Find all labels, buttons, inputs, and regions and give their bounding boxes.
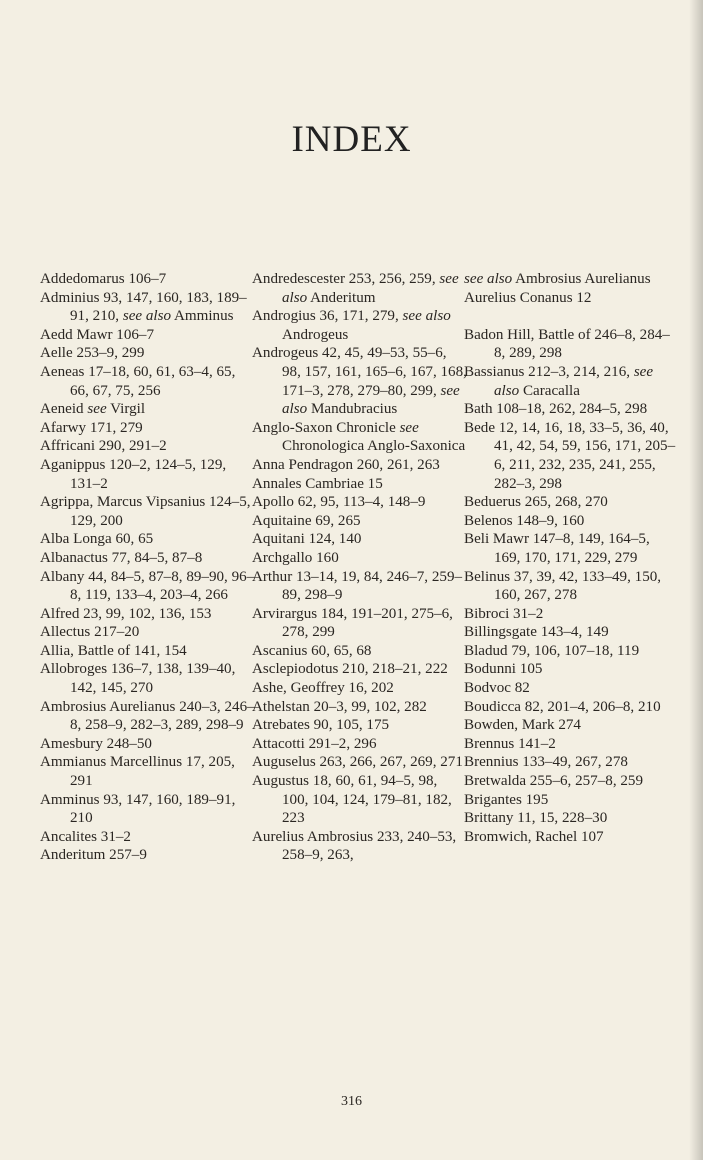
entry-text: Ammianus Marcellinus 17, 205, 291 (40, 754, 235, 790)
entry-text: Androgeus (282, 326, 349, 343)
entry-text: Afarwy 171, 279 (40, 419, 143, 436)
entry-text: Aedd Mawr 106–7 (40, 326, 155, 343)
index-entry (464, 493, 679, 512)
index-entry (252, 307, 467, 344)
entry-text: Aelle 253–9, 299 (40, 345, 145, 362)
entry-text: Ambrosius Aurelianus (512, 271, 651, 287)
index-entry (464, 828, 679, 847)
entry-text: Aeneas 17–18, 60, 61, 63–4, 65, 66, 67, 75, 256 (40, 363, 236, 399)
index-entry (40, 289, 255, 326)
index-entry (464, 289, 679, 308)
index-entry (252, 660, 467, 679)
index-entry (40, 530, 255, 549)
entry-text: Ancalites 31–2 (40, 828, 131, 845)
index-entry (464, 679, 679, 698)
index-entry (252, 549, 467, 568)
cross-reference: see also (494, 363, 654, 399)
entry-text: Augustus 18, 60, 61, 94–5, 98, 100, 104, 124, 179–81, 182, 223 (252, 773, 452, 827)
index-entry (252, 456, 467, 475)
index-entry (40, 698, 255, 735)
index-entry (464, 512, 679, 531)
index-entry (40, 437, 255, 456)
index-entry (40, 753, 255, 790)
index-entry (252, 419, 467, 456)
index-entry (40, 400, 255, 419)
entry-text: Androgeus 42, 45, 49–53, 55–6, 98, 157, 161, 165–6, 167, 168, 171–3, 278, 279–80, 299, (252, 345, 467, 399)
index-entry (252, 493, 467, 512)
entry-text: Beduerus 265, 268, 270 (464, 494, 608, 511)
index-entry (40, 642, 255, 661)
index-entry (464, 791, 679, 810)
index-entry (40, 549, 255, 568)
index-entry (464, 419, 679, 493)
entry-text: Archgallo 160 (252, 549, 339, 566)
entry-text: Asclepiodotus 210, 218–21, 222 (252, 661, 448, 678)
entry-text: Bowden, Mark 274 (464, 717, 581, 734)
entry-text: Bassianus 212–3, 214, 216, (464, 363, 634, 380)
index-entry (40, 735, 255, 754)
index-entry (464, 605, 679, 624)
entry-text: Apollo 62, 95, 113–4, 148–9 (252, 494, 426, 511)
index-entry (40, 660, 255, 697)
entry-text: Mandubracius (307, 401, 398, 418)
page-number: 316 (341, 1094, 362, 1109)
index-entry (464, 400, 679, 419)
page-edge-shadow (689, 0, 703, 1160)
entry-text: Aurelius Ambrosius 233, 240–53, 258–9, 263, (252, 828, 457, 864)
entry-text: Virgil (106, 401, 146, 418)
index-entry (464, 623, 679, 642)
index-column-3 (464, 270, 679, 846)
index-entry (40, 605, 255, 624)
entry-text: Atrebates 90, 105, 175 (252, 717, 390, 734)
entry-text: Affricani 290, 291–2 (40, 438, 167, 455)
index-entry (252, 605, 467, 642)
entry-text: Athelstan 20–3, 99, 102, 282 (252, 698, 427, 715)
index-entry (40, 623, 255, 642)
index-entry (40, 270, 255, 289)
entry-text: Bodunni 105 (464, 661, 543, 678)
index-entry (252, 642, 467, 661)
index-entry (464, 698, 679, 717)
index-entry (40, 326, 255, 345)
entry-text: Aurelius Conanus 12 (464, 289, 592, 306)
entry-text: Bladud 79, 106, 107–18, 119 (464, 642, 640, 659)
index-entry (252, 530, 467, 549)
cross-reference: see (87, 401, 107, 418)
index-entry (464, 753, 679, 772)
entry-text: Beli Mawr 147–8, 149, 164–5, 169, 170, 171, 229, 279 (464, 531, 650, 566)
index-entry (464, 307, 679, 326)
index-entry (252, 344, 467, 418)
entry-text: Allectus 217–20 (40, 624, 140, 641)
index-entry (252, 735, 467, 754)
index-entry (252, 772, 467, 828)
entry-text: Andredescester 253, 256, 259, (252, 271, 440, 287)
index-entry (252, 512, 467, 531)
index-entry (252, 568, 467, 605)
entry-text: Aquitani 124, 140 (252, 531, 362, 548)
entry-text: Agrippa, Marcus Vipsanius 124–5, 129, 200 (40, 494, 251, 529)
entry-text: Allobroges 136–7, 138, 139–40, 142, 145, 270 (40, 661, 236, 697)
entry-text: Belenos 148–9, 160 (464, 512, 585, 529)
entry-text: Brittany 11, 15, 228–30 (464, 810, 608, 827)
entry-text: Boudicca 82, 201–4, 206–8, 210 (464, 698, 661, 715)
entry-text: Aquitaine 69, 265 (252, 512, 361, 529)
entry-text: Aeneid (40, 401, 88, 418)
entry-text: Bath 108–18, 262, 284–5, 298 (464, 401, 648, 418)
entry-text: Ashe, Geoffrey 16, 202 (252, 680, 394, 697)
entry-text: Arthur 13–14, 19, 84, 246–7, 259–89, 298–9 (252, 568, 463, 604)
cross-reference: see also (282, 382, 460, 418)
entry-text: Brennus 141–2 (464, 735, 556, 752)
cross-reference: see also (402, 308, 451, 325)
entry-text: Chronologica Anglo-Saxonica (282, 438, 466, 455)
entry-text: Auguselus 263, 266, 267, 269, 271 (252, 754, 463, 771)
cross-reference: see (399, 419, 419, 436)
entry-text: Amminus (171, 308, 234, 325)
index-entry (464, 716, 679, 735)
entry-text: Caracalla (519, 382, 580, 399)
index-entry (464, 568, 679, 605)
entry-text: Ascanius 60, 65, 68 (252, 642, 372, 659)
index-entry (464, 326, 679, 363)
entry-text: Annales Cambriae 15 (252, 475, 383, 492)
entry-text: Adminius 93, 147, 160, 183, 189–91, 210, (40, 289, 247, 325)
index-entry (464, 270, 679, 289)
index-entry (464, 660, 679, 679)
index-column-2 (252, 270, 467, 865)
index-entry (40, 791, 255, 828)
entry-text: Bretwalda 255–6, 257–8, 259 (464, 773, 644, 790)
entry-text: Billingsgate 143–4, 149 (464, 624, 609, 641)
entry-text: Arvirargus 184, 191–201, 275–6, 278, 299 (252, 605, 453, 641)
index-entry (40, 828, 255, 847)
index-entry (40, 493, 255, 530)
entry-text: Bromwich, Rachel 107 (464, 828, 604, 845)
entry-text: Aganippus 120–2, 124–5, 129, 131–2 (40, 456, 227, 492)
entry-text: Alba Longa 60, 65 (40, 531, 154, 548)
entry-text: Bodvoc 82 (464, 680, 530, 697)
cross-reference: see also (464, 271, 513, 287)
entry-text: Amesbury 248–50 (40, 735, 152, 752)
index-entry (464, 772, 679, 791)
index-entry (464, 735, 679, 754)
entry-text: Albany 44, 84–5, 87–8, 89–90, 96–8, 119, 133–4, 203–4, 266 (40, 568, 255, 604)
entry-text: Bibroci 31–2 (464, 605, 544, 622)
index-entry (252, 679, 467, 698)
entry-text: Allia, Battle of 141, 154 (40, 642, 187, 659)
entry-text: Androgius 36, 171, 279, (252, 308, 403, 325)
index-entry (464, 363, 679, 400)
index-entry (252, 698, 467, 717)
index-entry (40, 419, 255, 438)
cross-reference: see also (282, 271, 459, 306)
index-entry (40, 846, 255, 865)
entry-text: Albanactus 77, 84–5, 87–8 (40, 549, 203, 566)
index-entry (464, 530, 679, 567)
entry-text: Brigantes 195 (464, 791, 549, 808)
index-entry (464, 809, 679, 828)
entry-text: Amminus 93, 147, 160, 189–91, 210 (40, 791, 236, 827)
index-entry (252, 475, 467, 494)
index-entry (252, 828, 467, 865)
index-column-1 (40, 270, 255, 865)
entry-text: Anderitum 257–9 (40, 847, 147, 864)
cross-reference: see also (122, 308, 172, 325)
index-entry (40, 363, 255, 400)
index-entry (252, 753, 467, 772)
index-entry (40, 456, 255, 493)
index-entry (40, 344, 255, 363)
entry-text: Badon Hill, Battle of 246–8, 284–8, 289, 298 (464, 326, 670, 362)
entry-text: Attacotti 291–2, 296 (252, 735, 377, 752)
index-entry (252, 270, 467, 307)
page-title: INDEX (291, 119, 412, 160)
entry-text: Bede 12, 14, 16, 18, 33–5, 36, 40, 41, 42, 54, 59, 156, 171, 205–6, 211, 232, 235, 241, 255, 282–3, 298 (464, 419, 676, 492)
index-entry (40, 568, 255, 605)
index-entry (252, 716, 467, 735)
entry-text: Addedomarus 106–7 (40, 271, 167, 287)
entry-text: Belinus 37, 39, 42, 133–49, 150, 160, 267, 278 (464, 568, 662, 604)
entry-text: Anna Pendragon 260, 261, 263 (252, 456, 440, 473)
entry-text: Alfred 23, 99, 102, 136, 153 (40, 605, 212, 622)
entry-text: Anglo-Saxon Chronicle (252, 419, 400, 436)
entry-text: Anderitum (307, 289, 376, 306)
index-entry (464, 642, 679, 661)
entry-text: Ambrosius Aurelianus 240–3, 246–8, 258–9, 282–3, 289, 298–9 (40, 698, 255, 734)
entry-text: Brennius 133–49, 267, 278 (464, 754, 628, 771)
